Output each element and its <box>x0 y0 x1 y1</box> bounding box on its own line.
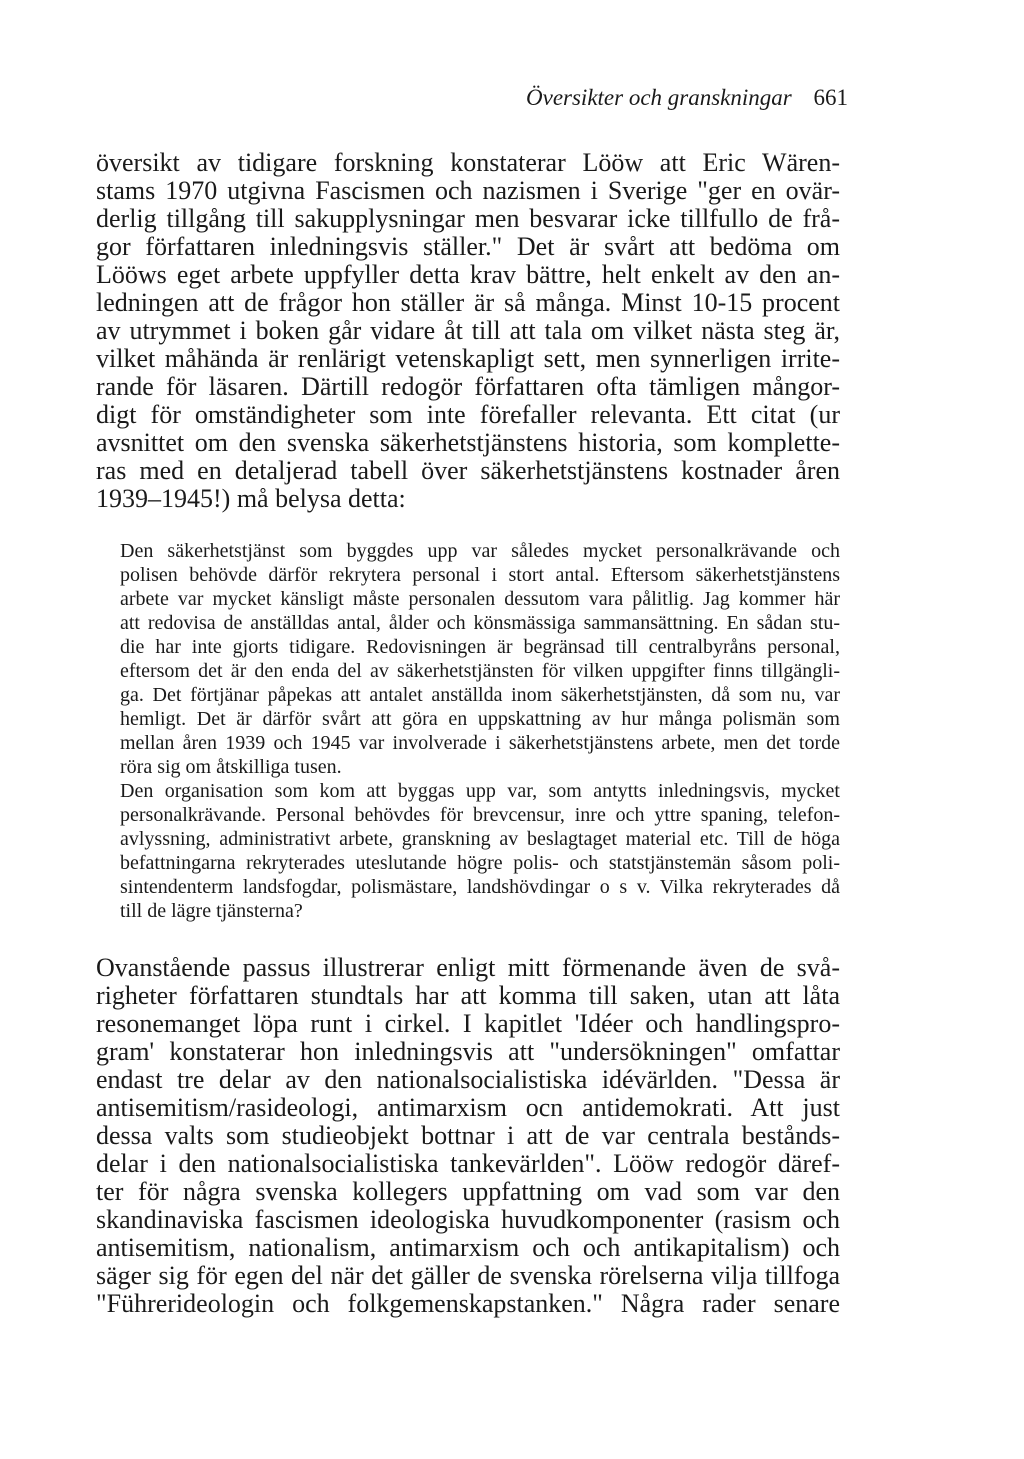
quote-line: Den säkerhetstjänst som byggdes upp var således mycket personalkrävande och <box>120 540 840 562</box>
paragraph2-line: endast tre delar av den nationalsocialistiska idévärlden. "Dessa är <box>96 1065 840 1094</box>
quote-line: polisen behövde därför rekrytera personal i stort antal. Eftersom säkerhetstjänstens <box>120 564 840 586</box>
quote-line: Den organisation som kom att byggas upp var, som antytts inledningsvis, mycket <box>120 780 840 802</box>
page-number: 661 <box>813 85 848 110</box>
running-title: Översikter och granskningar <box>526 85 792 110</box>
paragraph2-line: skandinaviska fascismen ideologiska huvudkomponenter (rasism och <box>96 1205 840 1234</box>
paragraph1-line: stams 1970 utgivna Fascismen och nazismen i Sverige "ger en ovär- <box>96 176 840 205</box>
paragraph1-line: gor författaren inledningsvis ställer." Det är svårt att bedöma om <box>96 232 840 261</box>
quote-line: avlyssning, administrativt arbete, granskning av beslagtaget material etc. Till de höga <box>120 828 840 850</box>
paragraph2-line: resonemanget löpa runt i cirkel. I kapitlet 'Idéer och handlingspro- <box>96 1009 840 1038</box>
quote-line: röra sig om åtskilliga tusen. <box>120 756 342 778</box>
quote-line: till de lägre tjänsterna? <box>120 900 303 922</box>
paragraph2-line: ter för några svenska kollegers uppfattning om vad som var den <box>96 1177 840 1206</box>
paragraph2-line: säger sig för egen del när det gäller de svenska rörelserna vilja tillfoga <box>96 1261 840 1290</box>
paragraph1-line: 1939–1945!) må belysa detta: <box>96 484 406 513</box>
paragraph1-line: översikt av tidigare forskning konstaterar Lööw att Eric Wären- <box>96 148 840 177</box>
paragraph1-line: av utrymmet i boken går vidare åt till att tala om vilket nästa steg är, <box>96 316 840 345</box>
quote-line: sintendenterm landsfogdar, polismästare, landshövdingar o s v. Vilka rekryterades då <box>120 876 840 898</box>
quote-line: arbete var mycket känsligt måste personalen dessutom vara pålitlig. Jag kommer här <box>120 588 840 610</box>
paragraph1-line: ras med en detaljerad tabell över säkerhetstjänstens kostnader åren <box>96 456 840 485</box>
paragraph2-line: antisemitism, nationalism, antimarxism och och antikapitalism) och <box>96 1233 840 1262</box>
quote-line: mellan åren 1939 och 1945 var involverade i säkerhetstjänstens arbete, men det torde <box>120 732 840 754</box>
paragraph1-line: derlig tillgång till sakupplysningar men besvarar icke tillfullo de frå- <box>96 204 840 233</box>
paragraph2-line: dessa valts som studieobjekt bottnar i att de var centrala bestånds- <box>96 1121 840 1150</box>
quote-line: att redovisa de anställdas antal, ålder och könsmässiga sammansättning. En sådan stu- <box>120 612 840 634</box>
paragraph2-line: gram' konstaterar hon inledningsvis att "undersökningen" omfattar <box>96 1037 840 1066</box>
paragraph1-line: rande för läsaren. Därtill redogör författaren ofta tämligen mångor- <box>96 372 840 401</box>
quote-line: hemligt. Det är därför svårt att göra en uppskattning av hur många polismän som <box>120 708 840 730</box>
paragraph2-line: "Führerideologin och folkgemenskapstanken." Några rader senare <box>96 1289 840 1318</box>
paragraph2-line: delar i den nationalsocialistiska tankevärlden". Lööw redogör däref- <box>96 1149 840 1178</box>
paragraph1-line: digt för omständigheter som inte förefaller relevanta. Ett citat (ur <box>96 400 840 429</box>
quote-line: eftersom det är den enda del av säkerhetstjänsten för vilken uppgifter finns tillgängli- <box>120 660 840 682</box>
quote-line: die har inte gjorts tidigare. Redovisningen är begränsad till centralbyråns personal, <box>120 636 840 658</box>
paragraph2-line: righeter författaren stundtals har att komma till saken, utan att låta <box>96 981 840 1010</box>
paragraph1-line: ledningen att de frågor hon ställer är så många. Minst 10-15 procent <box>96 288 840 317</box>
paragraph2-line: Ovanstående passus illustrerar enligt mitt förmenande även de svå- <box>96 953 840 982</box>
quote-line: personalkrävande. Personal behövdes för brevcensur, inre och yttre spaning, telefon- <box>120 804 840 826</box>
running-header <box>526 85 848 111</box>
paragraph1-line: vilket måhända är renlärigt vetenskapligt sett, men synnerligen irrite- <box>96 344 840 373</box>
paragraph1-line: Lööws eget arbete uppfyller detta krav bättre, helt enkelt av den an- <box>96 260 840 289</box>
quote-line: ga. Det förtjänar påpekas att antalet anställda inom säkerhetstjänsten, då som nu, var <box>120 684 840 706</box>
paragraph1-line: avsnittet om den svenska säkerhetstjänstens historia, som komplette- <box>96 428 840 457</box>
paragraph2-line: antisemitism/rasideologi, antimarxism ocn antidemokrati. Att just <box>96 1093 840 1122</box>
quote-line: befattningarna rekryterades uteslutande högre polis- och statstjänstemän såsom poli- <box>120 852 840 874</box>
